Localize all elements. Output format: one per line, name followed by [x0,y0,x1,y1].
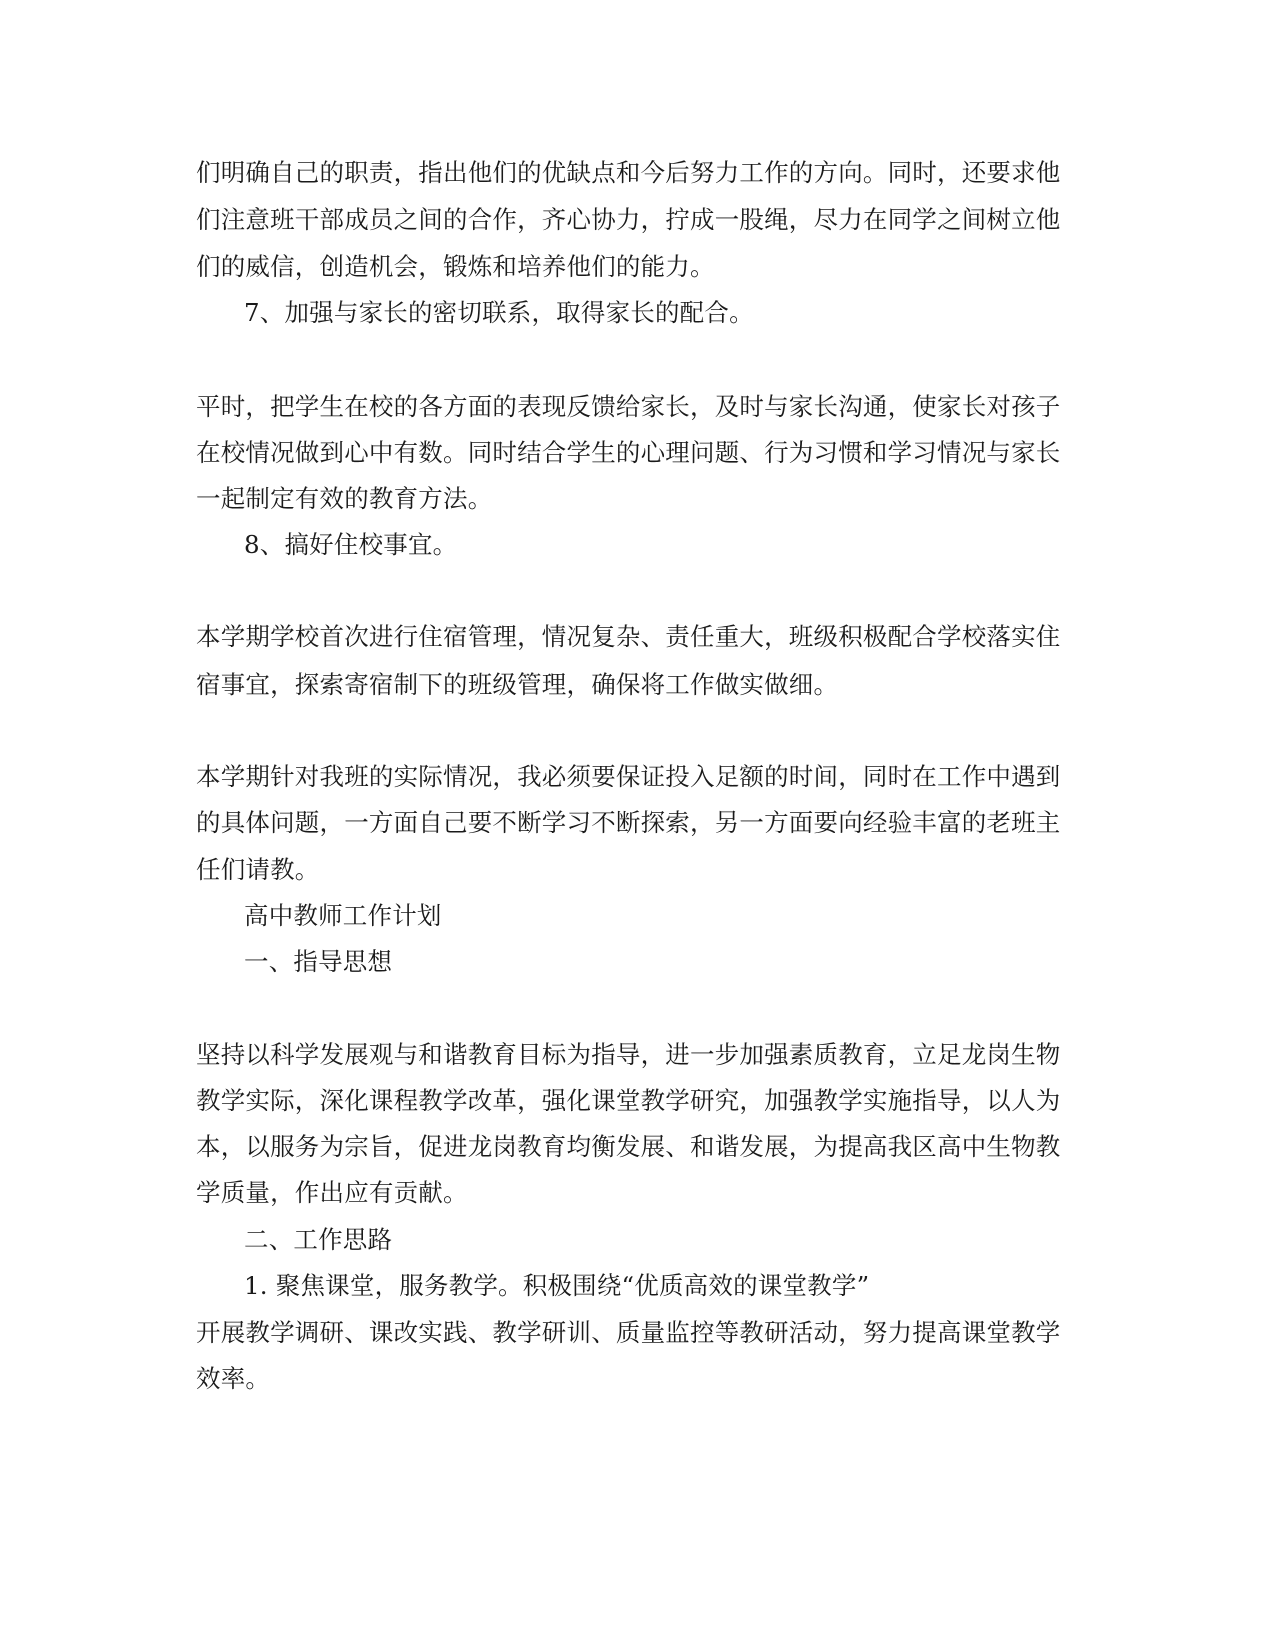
section-heading: 二、工作思路 [244,1225,393,1254]
numbered-heading: 1. 聚焦课堂，服务教学。积极围绕“优质高效的课堂教学” [244,1271,870,1300]
paragraph-line: 们的威信，创造机会，锻炼和培养他们的能力。 [196,252,715,281]
paragraph-line: 宿事宜，探索寄宿制下的班级管理，确保将工作做实做细。 [196,670,839,699]
paragraph-line: 们明确自己的职责，指出他们的优缺点和今后努力工作的方向。同时，还要求他 [196,158,1061,187]
paragraph-line: 在校情况做到心中有数。同时结合学生的心理问题、行为习惯和学习情况与家长 [196,438,1061,467]
paragraph-line: 效率。 [196,1364,271,1393]
paragraph-line: 一起制定有效的教育方法。 [196,484,493,513]
paragraph-line: 任们请教。 [196,855,320,884]
paragraph-line: 开展教学调研、课改实践、教学研训、质量监控等教研活动，努力提高课堂教学 [196,1318,1061,1347]
paragraph-line: 本学期针对我班的实际情况，我必须要保证投入足额的时间，同时在工作中遇到 [196,762,1061,791]
numbered-heading: 8、搞好住校事宜。 [244,530,458,559]
paragraph-line: 们注意班干部成员之间的合作，齐心协力，拧成一股绳，尽力在同学之间树立他 [196,205,1061,234]
paragraph-line: 的具体问题，一方面自己要不断学习不断探索，另一方面要向经验丰富的老班主 [196,808,1061,837]
numbered-heading: 7、加强与家长的密切联系，取得家长的配合。 [244,298,754,327]
paragraph-line: 教学实际，深化课程教学改革，强化课堂教学研究，加强教学实施指导，以人为 [196,1086,1061,1115]
paragraph-line: 坚持以科学发展观与和谐教育目标为指导，进一步加强素质教育，立足龙岗生物 [196,1040,1061,1069]
section-heading: 一、指导思想 [244,947,393,976]
paragraph-line: 平时，把学生在校的各方面的表现反馈给家长，及时与家长沟通，使家长对孩子 [196,392,1061,421]
paragraph-line: 学质量，作出应有贡献。 [196,1178,468,1207]
section-title: 高中教师工作计划 [244,901,442,930]
paragraph-line: 本，以服务为宗旨，促进龙岗教育均衡发展、和谐发展，为提高我区高中生物教 [196,1132,1061,1161]
paragraph-line: 本学期学校首次进行住宿管理，情况复杂、责任重大，班级积极配合学校落实住 [196,622,1061,651]
